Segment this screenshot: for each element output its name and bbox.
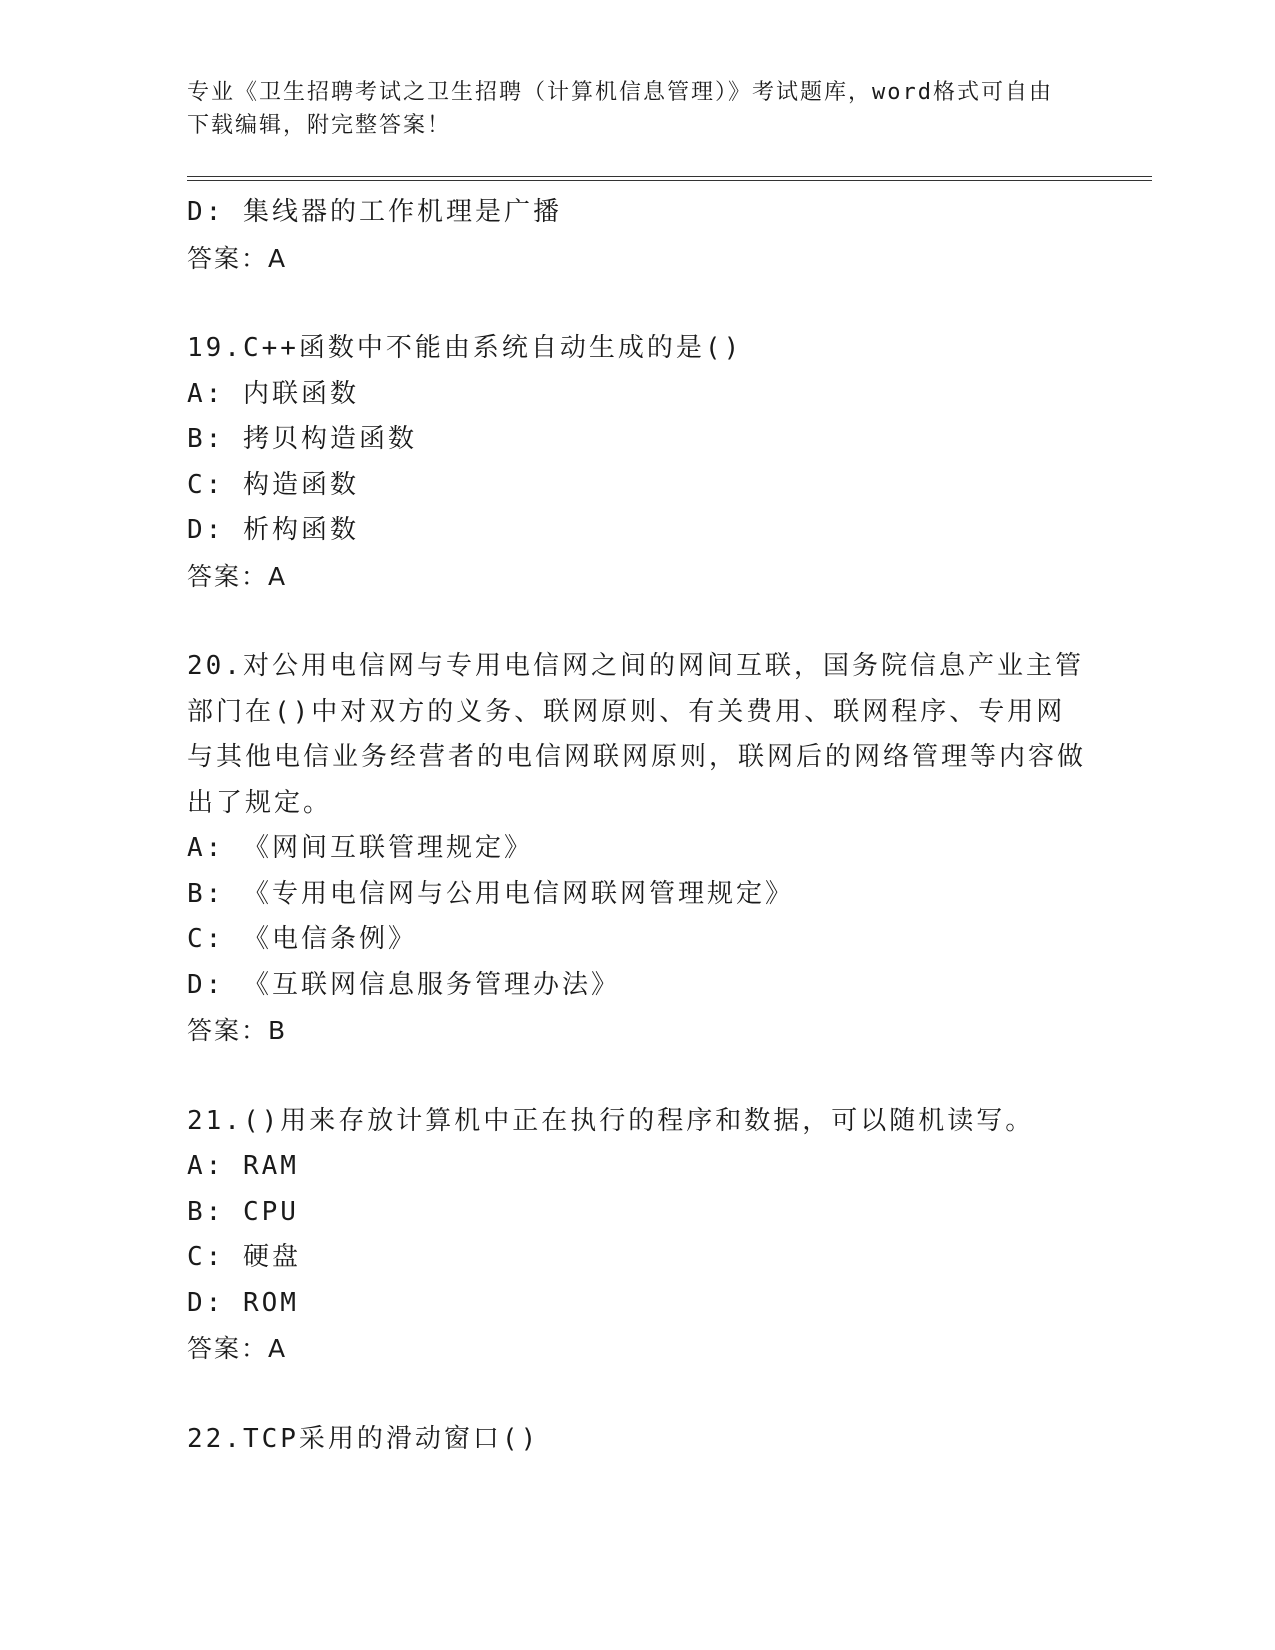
answer-line: 答案：A	[187, 1334, 288, 1363]
answer-line: 答案：B	[187, 1016, 288, 1045]
option-d: D: 《互联网信息服务管理办法》	[187, 969, 620, 1000]
option-b: B: 《专用电信网与公用电信网联网管理规定》	[187, 878, 794, 909]
option-b: B: 拷贝构造函数	[187, 424, 417, 454]
option-c: C: 硬盘	[187, 1242, 301, 1272]
option-a: A: RAM	[187, 1151, 299, 1181]
option-a: A: 内联函数	[187, 378, 359, 409]
option-c: C: 构造函数	[187, 469, 359, 500]
spacer	[187, 281, 1087, 326]
spacer	[187, 1372, 1087, 1417]
document-header: 专业《卫生招聘考试之卫生招聘（计算机信息管理）》考试题库，word格式可自由下载编辑，附完整答案！	[187, 80, 1053, 138]
question-stem: 19.C++函数中不能由系统自动生成的是()	[187, 333, 743, 363]
question-stem: 22.TCP采用的滑动窗口()	[187, 1423, 540, 1454]
question-stem: 20.对公用电信网与专用电信网之间的网间互联，国务院信息产业主管部门在()中对双方的义务、联网原则、有关费用、联网程序、专用网与其他电信业务经营者的电信网联网原则，联网后的网络管理等内容做出了规定。	[187, 651, 1087, 818]
question-list	[187, 190, 1087, 1462]
answer-line: 答案：A	[187, 243, 288, 273]
option-d: D: 析构函数	[187, 515, 359, 545]
option-a: A: 《网间互联管理规定》	[187, 833, 533, 863]
option-d: D: 集线器的工作机理是广播	[187, 197, 562, 227]
option-b: B: CPU	[187, 1196, 299, 1227]
question-stem: 21.()用来存放计算机中正在执行的程序和数据，可以随机读写。	[187, 1105, 1035, 1136]
answer-line: 答案：A	[187, 561, 288, 591]
header-divider	[187, 176, 1152, 181]
spacer	[187, 1054, 1087, 1099]
option-d: D: ROM	[187, 1287, 299, 1318]
spacer	[187, 599, 1087, 644]
option-c: C: 《电信条例》	[187, 924, 417, 954]
